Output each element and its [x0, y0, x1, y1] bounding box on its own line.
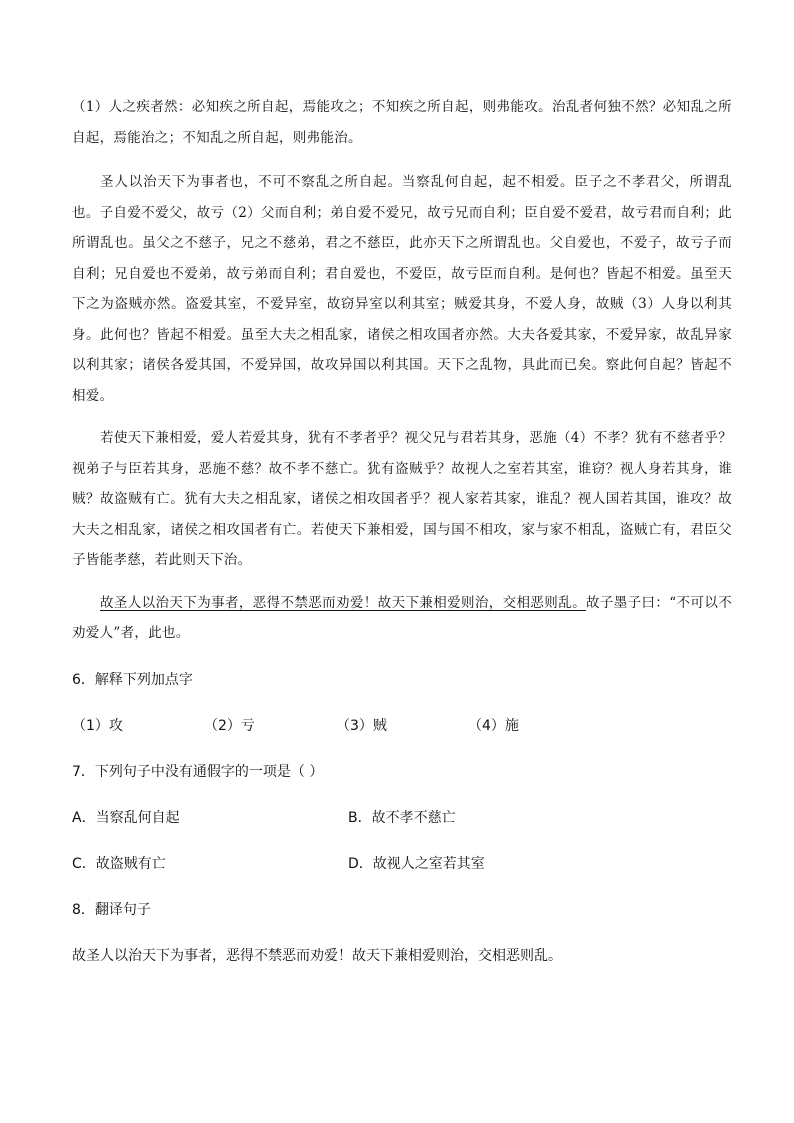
passage-paragraph-3: 若使天下兼相爱，爱人若爱其身，犹有不孝者乎？视父兄与君若其身，恶施（4）不孝？犹有不慈者乎？视弟子与臣若其身，恶施不慈？故不孝不慈亡。犹有盗贼乎？故视人之室若其室，谁窃？视人身若其身，谁贼？故盗贼有亡。犹有大夫之相乱家，诸侯之相攻国者乎？视人家若其家，谁乱？视人国若其国，谁攻？故大夫之相乱家，诸侯之相攻国者有亡。若使天下兼相爱，国与国不相攻，家与家不相乱，盗贼亡有，君臣父子皆能孝慈，若此则天下治。 [72, 430, 732, 568]
question-6-item-4: （4）施 [468, 717, 519, 734]
questions-section [72, 669, 732, 991]
passage-paragraph-1: （1）人之疾者然：必知疾之所自起，焉能攻之；不知疾之所自起，则弗能攻。治乱者何独不然？必知乱之所自起，焉能治之；不知乱之所自起，则弗能治。 [72, 99, 732, 146]
classical-passage [72, 92, 732, 649]
question-6-item-1: （1）攻 [72, 717, 123, 734]
question-7-option-b: B．故不孝不慈亡 [348, 809, 456, 826]
question-6-title: 6．解释下列加点字 [72, 671, 193, 688]
passage-paragraph-4 [72, 588, 732, 649]
document-page [72, 92, 732, 991]
question-7-title: 7．下列句子中没有通假字的一项是（ ） [72, 763, 324, 780]
passage-paragraph-4-rest: 故子墨子曰：“不可以不劝爱人”者，此也。 [72, 594, 732, 641]
passage-paragraph-2: 圣人以治天下为事者也，不可不察乱之所自起。当察乱何自起，起不相爱。臣子之不孝君父，所谓乱也。子自爱不爱父，故亏（2）父而自利；弟自爱不爱兄，故亏兄而自利；臣自爱不爱君，故亏君而自利；此所谓乱也。虽父之不慈子，兄之不慈弟，君之不慈臣，此亦天下之所谓乱也。父自爱也，不爱子，故亏子而自利；兄自爱也不爱弟，故亏弟而自利；君自爱也，不爱臣，故亏臣而自利。是何也？皆起不相爱。虽至天下之为盗贼亦然。盗爱其室，不爱异室，故窃异室以利其室；贼爱其身，不爱人身，故贼（3）人身以利其身。此何也？皆起不相爱。虽至大夫之相乱家，诸侯之相攻国者亦然。大夫各爱其家，不爱异家，故乱异家以利其家；诸侯各爱其国，不爱异国，故攻异国以利其国。天下之乱物，具此而已矣。察此何自起？皆起不相爱。 [72, 174, 732, 404]
question-7-options-row-2 [72, 853, 732, 899]
question-7-option-d: D．故视人之室若其室 [348, 855, 485, 872]
question-8-title: 8．翻译句子 [72, 901, 151, 918]
question-7-option-a: A．当察乱何自起 [72, 809, 180, 826]
question-7-option-c: C．故盗贼有亡 [72, 855, 166, 872]
question-7-options-row-1 [72, 807, 732, 853]
question-8-sentence: 故圣人以治天下为事者，恶得不禁恶而劝爱！故天下兼相爱则治，交相恶则乱。 [72, 947, 562, 964]
underlined-sentence: 故圣人以治天下为事者，恶得不禁恶而劝爱！故天下兼相爱则治，交相恶则乱。 [100, 594, 586, 611]
question-6-item-2: （2）亏 [204, 717, 255, 734]
question-6-item-3: （3）贼 [336, 717, 387, 734]
question-6-items [72, 715, 732, 761]
